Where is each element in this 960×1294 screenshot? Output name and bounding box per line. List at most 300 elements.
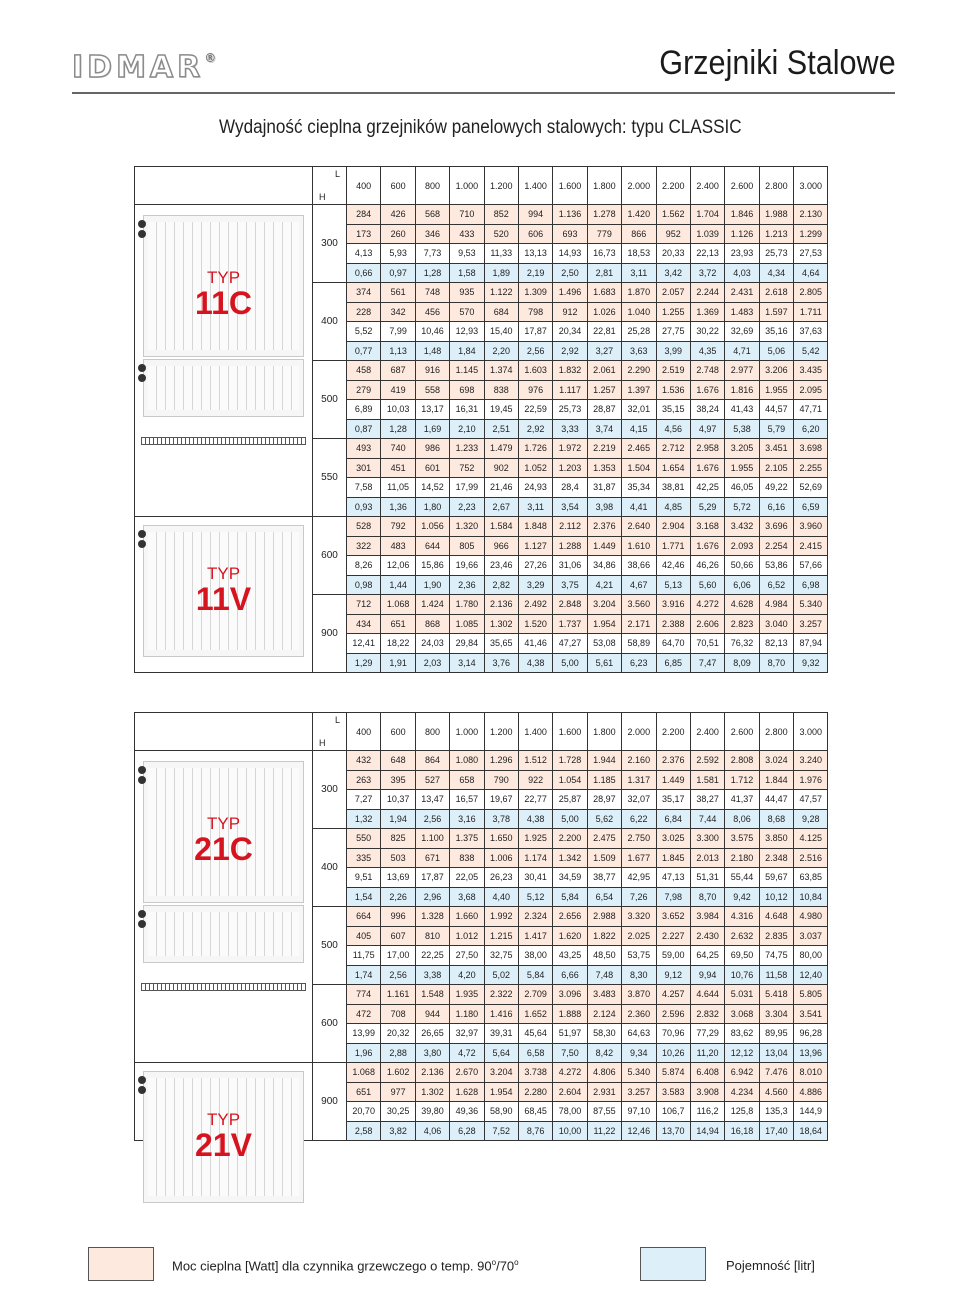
table-cell: 1.944 (587, 751, 621, 771)
table-cell: 1.317 (622, 770, 656, 790)
table-cell: 2.516 (794, 848, 828, 868)
table-cell: 18,53 (622, 244, 656, 264)
table-cell: 83,62 (725, 1024, 759, 1044)
table-cell: 25,73 (759, 244, 793, 264)
table-cell: 1.126 (725, 224, 759, 244)
table-cell: 20,33 (656, 244, 690, 264)
table-cell: 3.205 (725, 439, 759, 459)
table-cell: 4,13 (347, 244, 381, 264)
table-cell: 798 (518, 302, 552, 322)
table-cell: 7,58 (347, 478, 381, 498)
table-cell: 432 (347, 751, 381, 771)
table-cell: 7,48 (587, 965, 621, 985)
table-cell: 1.597 (759, 302, 793, 322)
length-header: 1.400 (518, 167, 552, 205)
table-cell: 2,20 (484, 341, 518, 361)
table-cell: 1.954 (587, 614, 621, 634)
table-cell: 4.984 (759, 595, 793, 615)
table-cell: 52,69 (794, 478, 828, 498)
table-cell: 4,71 (725, 341, 759, 361)
table-cell: 49,36 (450, 1102, 484, 1122)
table-cell: 1.848 (518, 517, 552, 537)
table-cell: 810 (415, 926, 449, 946)
table-cell: 550 (347, 829, 381, 849)
table-cell: 568 (415, 205, 449, 225)
table-cell: 1.832 (553, 361, 587, 381)
table-cell: 9,53 (450, 244, 484, 264)
table-cell: 1.424 (415, 595, 449, 615)
table-cell: 3,14 (450, 653, 484, 673)
table-cell: 1.660 (450, 907, 484, 927)
table-cell: 228 (347, 302, 381, 322)
table-cell: 1.374 (484, 361, 518, 381)
table-cell: 35,65 (484, 634, 518, 654)
length-header: 2.400 (690, 167, 724, 205)
table-cell: 708 (381, 1004, 415, 1024)
image-header-cell (135, 713, 313, 751)
length-header: 2.600 (725, 167, 759, 205)
valve-icon (138, 364, 146, 372)
table-cell: 2.465 (622, 439, 656, 459)
length-header: 1.600 (553, 167, 587, 205)
table-cell: 693 (553, 224, 587, 244)
table-cell: 3.696 (759, 517, 793, 537)
table-cell: 51,31 (690, 868, 724, 888)
table-cell: 3,75 (553, 575, 587, 595)
table-cell: 38,81 (656, 478, 690, 498)
table-cell: 6,23 (622, 653, 656, 673)
table-cell: 2,56 (518, 341, 552, 361)
table-cell: 966 (484, 536, 518, 556)
brand-title: Grzejniki Stalowe (659, 44, 896, 82)
image-header-cell (135, 167, 313, 205)
table-cell: 82,13 (759, 634, 793, 654)
table-cell: 1.127 (518, 536, 552, 556)
table-cell: 1.504 (622, 458, 656, 478)
table-cell: 1,29 (347, 653, 381, 673)
table-cell: 1.213 (759, 224, 793, 244)
table-cell: 279 (347, 380, 381, 400)
table-cell: 2.604 (553, 1082, 587, 1102)
table-cell: 1.136 (553, 205, 587, 225)
length-header: 400 (347, 167, 381, 205)
table-cell: 1.822 (587, 926, 621, 946)
table-cell: 301 (347, 458, 381, 478)
table-cell: 9,94 (690, 965, 724, 985)
table-cell: 38,77 (587, 868, 621, 888)
type-label (135, 1111, 312, 1161)
table-cell: 405 (347, 926, 381, 946)
table-cell: 852 (484, 205, 518, 225)
table-cell: 2.025 (622, 926, 656, 946)
table-cell: 2.656 (553, 907, 587, 927)
table-cell: 13,04 (759, 1043, 793, 1063)
table-cell: 7,99 (381, 322, 415, 342)
table-cell: 4,56 (656, 419, 690, 439)
axis-corner (313, 713, 347, 751)
table-cell: 1.180 (450, 1004, 484, 1024)
table-cell: 49,22 (759, 478, 793, 498)
table-cell: 4,40 (484, 887, 518, 907)
type-code: 21C (194, 831, 253, 867)
table-cell: 5.031 (725, 985, 759, 1005)
table-cell: 2.061 (587, 361, 621, 381)
table-cell: 46,26 (690, 556, 724, 576)
table-cell: 1.288 (553, 536, 587, 556)
table-cell: 106,7 (656, 1102, 690, 1122)
height-label: 600 (313, 517, 347, 595)
table-cell: 322 (347, 536, 381, 556)
table-cell: 2.632 (725, 926, 759, 946)
radiator-side-view (141, 437, 306, 445)
table-cell: 1.056 (415, 517, 449, 537)
table-cell: 2.931 (587, 1082, 621, 1102)
table-cell: 4.980 (794, 907, 828, 927)
table-cell: 12,06 (381, 556, 415, 576)
table-cell: 5,38 (725, 419, 759, 439)
table-cell: 3.240 (794, 751, 828, 771)
table-cell: 607 (381, 926, 415, 946)
table-cell: 25,87 (553, 790, 587, 810)
table-cell: 0,87 (347, 419, 381, 439)
table-cell: 19,45 (484, 400, 518, 420)
length-header: 800 (415, 713, 449, 751)
radiator-image (143, 905, 304, 963)
table-cell: 4.234 (725, 1082, 759, 1102)
table-cell: 4,20 (450, 965, 484, 985)
table-cell: 698 (450, 380, 484, 400)
table-cell: 87,94 (794, 634, 828, 654)
table-cell: 9,51 (347, 868, 381, 888)
table-cell: 1.780 (450, 595, 484, 615)
table-cell: 77,29 (690, 1024, 724, 1044)
table-cell: 10,84 (794, 887, 828, 907)
table-cell: 8,70 (690, 887, 724, 907)
length-header: 1.200 (484, 713, 518, 751)
table-cell: 3.257 (622, 1082, 656, 1102)
table-cell: 3.168 (690, 517, 724, 537)
table-cell: 47,13 (656, 868, 690, 888)
table-cell: 1.704 (690, 205, 724, 225)
table-cell: 2.200 (553, 829, 587, 849)
table-cell: 2,92 (518, 419, 552, 439)
table-cell: 24,03 (415, 634, 449, 654)
table-cell: 7.476 (759, 1063, 793, 1083)
header (0, 0, 960, 100)
table-cell: 1.845 (656, 848, 690, 868)
table-cell: 0,77 (347, 341, 381, 361)
table-cell: 38,00 (518, 946, 552, 966)
table-cell: 51,97 (553, 1024, 587, 1044)
length-header: 2.800 (759, 713, 793, 751)
table-cell: 2.180 (725, 848, 759, 868)
table-cell: 96,28 (794, 1024, 828, 1044)
table-cell: 50,66 (725, 556, 759, 576)
table-cell: 0,98 (347, 575, 381, 595)
table-cell: 5,12 (518, 887, 552, 907)
table-cell: 5,00 (553, 809, 587, 829)
length-header: 400 (347, 713, 381, 751)
table-cell: 1.512 (518, 751, 552, 771)
table-cell: 710 (450, 205, 484, 225)
table-cell: 2,67 (484, 497, 518, 517)
table-cell: 7,50 (553, 1043, 587, 1063)
radiator-illustration-cell (135, 751, 313, 1063)
valve-icon (138, 230, 146, 238)
type-code: 21V (195, 1127, 252, 1163)
table-cell: 434 (347, 614, 381, 634)
table-cell: 1.117 (553, 380, 587, 400)
radiator-fins (148, 366, 299, 410)
table-cell: 39,31 (484, 1024, 518, 1044)
table-cell: 1.174 (518, 848, 552, 868)
table-cell: 1.726 (518, 439, 552, 459)
table-cell: 1.040 (622, 302, 656, 322)
table-cell: 606 (518, 224, 552, 244)
table-cell: 19,66 (450, 556, 484, 576)
table-cell: 41,37 (725, 790, 759, 810)
table-cell: 1.449 (587, 536, 621, 556)
legend-label-power: Moc cieplna [Watt] dla czynnika grzewczego o temp. 90$^o$/70$^o$ (172, 1258, 519, 1274)
table-cell: 2.492 (518, 595, 552, 615)
table-cell: 986 (415, 439, 449, 459)
table-cell: 1,44 (381, 575, 415, 595)
table-cell: 1.278 (587, 205, 621, 225)
table-cell: 23,93 (725, 244, 759, 264)
length-header: 3.000 (794, 167, 828, 205)
table-cell: 6,89 (347, 400, 381, 420)
table-cell: 483 (381, 536, 415, 556)
table-cell: 1.584 (484, 517, 518, 537)
table-cell: 935 (450, 283, 484, 303)
table-cell: 11,05 (381, 478, 415, 498)
table-cell: 1.006 (484, 848, 518, 868)
table-cell: 57,66 (794, 556, 828, 576)
table-cell: 2.105 (759, 458, 793, 478)
table-cell: 1.369 (690, 302, 724, 322)
table-cell: 5,02 (484, 965, 518, 985)
table-cell: 9,28 (794, 809, 828, 829)
table-cell: 2.750 (622, 829, 656, 849)
table-cell: 80,00 (794, 946, 828, 966)
table-cell: 902 (484, 458, 518, 478)
table-cell: 76,32 (725, 634, 759, 654)
table-cell: 1,32 (347, 809, 381, 829)
table-cell: 3.204 (484, 1063, 518, 1083)
table-cell: 64,25 (690, 946, 724, 966)
length-header: 2.800 (759, 167, 793, 205)
table-cell: 922 (518, 770, 552, 790)
table-cell: 7,44 (690, 809, 724, 829)
table-cell: 13,96 (794, 1043, 828, 1063)
table-cell: 97,10 (622, 1102, 656, 1122)
table-cell: 3.040 (759, 614, 793, 634)
table-cell: 4.316 (725, 907, 759, 927)
table-cell: 74,75 (759, 946, 793, 966)
table-cell: 78,00 (553, 1102, 587, 1122)
table-cell: 2.808 (725, 751, 759, 771)
height-label: 500 (313, 907, 347, 985)
table-cell: 18,22 (381, 634, 415, 654)
table-cell: 10,37 (381, 790, 415, 810)
table-cell: 1.992 (484, 907, 518, 927)
valve-icon (138, 1086, 146, 1094)
table-cell: 419 (381, 380, 415, 400)
table-cell: 17,00 (381, 946, 415, 966)
table-cell: 19,67 (484, 790, 518, 810)
table-cell: 651 (347, 1082, 381, 1102)
table-cell: 30,25 (381, 1102, 415, 1122)
table-cell: 46,05 (725, 478, 759, 498)
height-label: 900 (313, 595, 347, 673)
length-header: 2.200 (656, 713, 690, 751)
table-cell: 2.160 (622, 751, 656, 771)
table-cell: 1.955 (725, 458, 759, 478)
table-cell: 6,52 (759, 575, 793, 595)
table-cell: 774 (347, 985, 381, 1005)
table-cell: 2,92 (553, 341, 587, 361)
table-cell: 651 (381, 614, 415, 634)
table-cell: 1.520 (518, 614, 552, 634)
table-cell: 1.496 (553, 283, 587, 303)
table-cell: 2.670 (450, 1063, 484, 1083)
height-label: 550 (313, 439, 347, 517)
table-cell: 2.360 (622, 1004, 656, 1024)
table-cell: 2,82 (484, 575, 518, 595)
table-cell: 22,25 (415, 946, 449, 966)
table-cell: 41,43 (725, 400, 759, 420)
radiator-illustration-cell (135, 1063, 313, 1163)
table-cell: 5,60 (690, 575, 724, 595)
length-header: 600 (381, 713, 415, 751)
table-cell: 5,29 (690, 497, 724, 517)
table-cell: 520 (484, 224, 518, 244)
table-cell: 4.560 (759, 1082, 793, 1102)
table-cell: 2.219 (587, 439, 621, 459)
table-cell: 16,73 (587, 244, 621, 264)
table-cell: 472 (347, 1004, 381, 1024)
table-cell: 2.290 (622, 361, 656, 381)
table-cell: 4.806 (587, 1063, 621, 1083)
table-cell: 2.244 (690, 283, 724, 303)
table-cell: 1,80 (415, 497, 449, 517)
table-cell: 13,69 (381, 868, 415, 888)
table-cell: 3,42 (656, 263, 690, 283)
table-cell: 3,72 (690, 263, 724, 283)
table-cell: 32,07 (622, 790, 656, 810)
table-cell: 2.280 (518, 1082, 552, 1102)
table-cell: 528 (347, 517, 381, 537)
table-cell: 2,03 (415, 653, 449, 673)
table-cell: 53,75 (622, 946, 656, 966)
length-header: 1.400 (518, 713, 552, 751)
table-cell: 2.977 (725, 361, 759, 381)
table-cell: 20,32 (381, 1024, 415, 1044)
table-cell: 7,98 (656, 887, 690, 907)
table-cell: 1,58 (450, 263, 484, 283)
table-cell: 1.309 (518, 283, 552, 303)
table-cell: 3.204 (587, 595, 621, 615)
page-title: Wydajność cieplna grzejników panelowych stalowych: typu CLASSIC (218, 117, 742, 138)
table-cell: 37,63 (794, 322, 828, 342)
table-cell: 4,38 (518, 809, 552, 829)
table-cell: 1.420 (622, 205, 656, 225)
table-cell: 1.844 (759, 770, 793, 790)
table-cell: 456 (415, 302, 449, 322)
table-cell: 8,26 (347, 556, 381, 576)
table-cell: 1.628 (450, 1082, 484, 1102)
table-cell: 5,72 (725, 497, 759, 517)
valve-icon (138, 530, 146, 538)
table-cell: 3,68 (450, 887, 484, 907)
table-cell: 7,52 (484, 1121, 518, 1141)
table-cell: 17,87 (518, 322, 552, 342)
table-cell: 32,97 (450, 1024, 484, 1044)
table-cell: 1.955 (759, 380, 793, 400)
table-cell: 6.942 (725, 1063, 759, 1083)
table-cell: 1.479 (484, 439, 518, 459)
radiator-side-view (141, 983, 306, 991)
table-cell: 2.835 (759, 926, 793, 946)
table-cell: 2.592 (690, 751, 724, 771)
table-cell: 3.432 (725, 517, 759, 537)
table-cell: 1.603 (518, 361, 552, 381)
table-cell: 29,84 (450, 634, 484, 654)
type-code: 11V (195, 581, 252, 617)
table-cell: 1.215 (484, 926, 518, 946)
table-cell: 47,57 (794, 790, 828, 810)
table-cell: 27,53 (794, 244, 828, 264)
table-cell: 458 (347, 361, 381, 381)
table-cell: 944 (415, 1004, 449, 1024)
table-cell: 2,81 (587, 263, 621, 283)
table-cell: 644 (415, 536, 449, 556)
table-cell: 2,23 (450, 497, 484, 517)
legend-label-capacity: Pojemność [litr] (726, 1258, 815, 1273)
table-cell: 55,44 (725, 868, 759, 888)
table-cell: 9,34 (622, 1043, 656, 1063)
table-cell: 740 (381, 439, 415, 459)
table-cell: 8,68 (759, 809, 793, 829)
table-cell: 20,34 (553, 322, 587, 342)
table-cell: 2.130 (794, 205, 828, 225)
table-cell: 2.823 (725, 614, 759, 634)
table-cell: 47,27 (553, 634, 587, 654)
table-cell: 395 (381, 770, 415, 790)
table-cell: 601 (415, 458, 449, 478)
table-cell: 1.677 (622, 848, 656, 868)
table-cell: 2,96 (415, 887, 449, 907)
table-cell: 838 (484, 380, 518, 400)
table-cell: 3.870 (622, 985, 656, 1005)
table-cell: 684 (484, 302, 518, 322)
table-cell: 3,54 (553, 497, 587, 517)
table-cell: 2.136 (484, 595, 518, 615)
table-cell: 4.257 (656, 985, 690, 1005)
table-cell: 2.430 (690, 926, 724, 946)
table-cell: 4.648 (759, 907, 793, 927)
table-cell: 2,51 (484, 419, 518, 439)
table-cell: 4,21 (587, 575, 621, 595)
height-axis-label: H (319, 192, 326, 202)
table-cell: 1.711 (794, 302, 828, 322)
table-cell: 1,28 (381, 419, 415, 439)
table-cell: 8,06 (725, 809, 759, 829)
table-cell: 2.388 (656, 614, 690, 634)
table-cell: 1.039 (690, 224, 724, 244)
table-cell: 2.348 (759, 848, 793, 868)
table-cell: 1.712 (725, 770, 759, 790)
